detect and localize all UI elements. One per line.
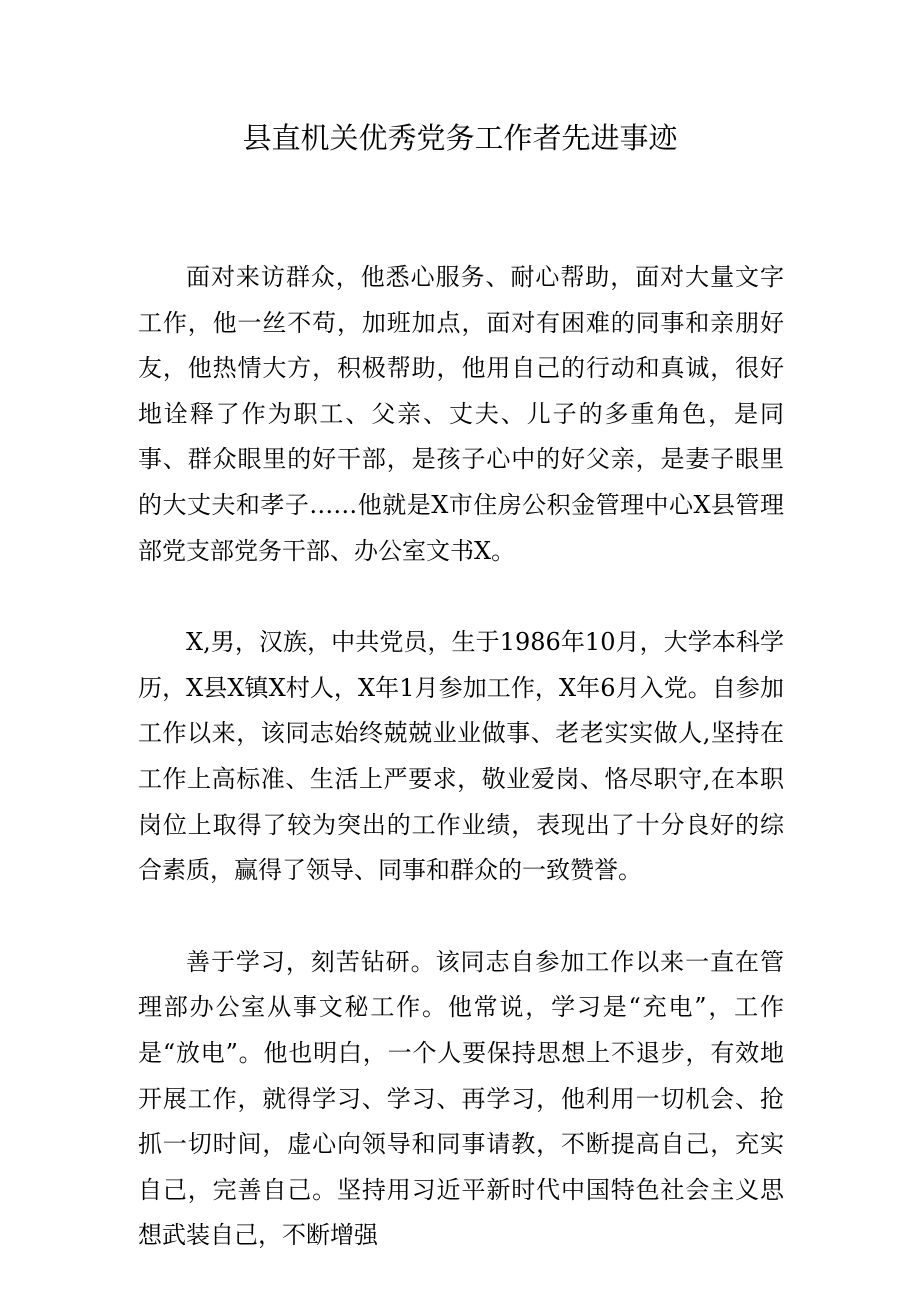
document-title: 县直机关优秀党务工作者先进事迹 — [242, 121, 678, 155]
paragraph-1: 面对来访群众，他悉心服务、耐心帮助，面对大量文字工作，他一丝不苟，加班加点，面对有困难的同事和亲朋好友，他热情大方，积极帮助，他用自己的行动和真诚，很好地诠释了作为职工、父亲、丈夫、儿子的多重角色，是同事、群众眼里的好干部，是孩子心中的好父亲，是妻子眼里的大丈夫和孝子……他就是X市住房公积金管理中心X县管理部党支部党务干部、办公室文书X。 — [138, 263, 784, 565]
paragraph-2: X,男，汉族，中共党员，生于1986年10月，大学本科学历，X县X镇X村人，X年1月参加工作，X年6月入党。自参加工作以来，该同志始终兢兢业业做事、老老实实做人,坚持在工作上高标准、生活上严要求，敬业爱岗、恪尽职守,在本职岗位上取得了较为突出的工作业绩，表现出了十分良好的综合素质，赢得了领导、同事和群众的一致赞誉。 — [138, 628, 784, 885]
document-body — [138, 255, 784, 1305]
paragraph-3: 善于学习，刻苦钻研。该同志自参加工作以来一直在管理部办公室从事文秘工作。他常说，学习是“充电”，工作是“放电”。他也明白，一个人要保持思想上不退步，有效地开展工作，就得学习、学习、再学习，他利用一切机会、抢抓一切时间，虚心向领导和同事请教，不断提高自己，充实自己，完善自己。坚持用习近平新时代中国特色社会主义思想武装自己，不断增强 — [138, 947, 784, 1250]
